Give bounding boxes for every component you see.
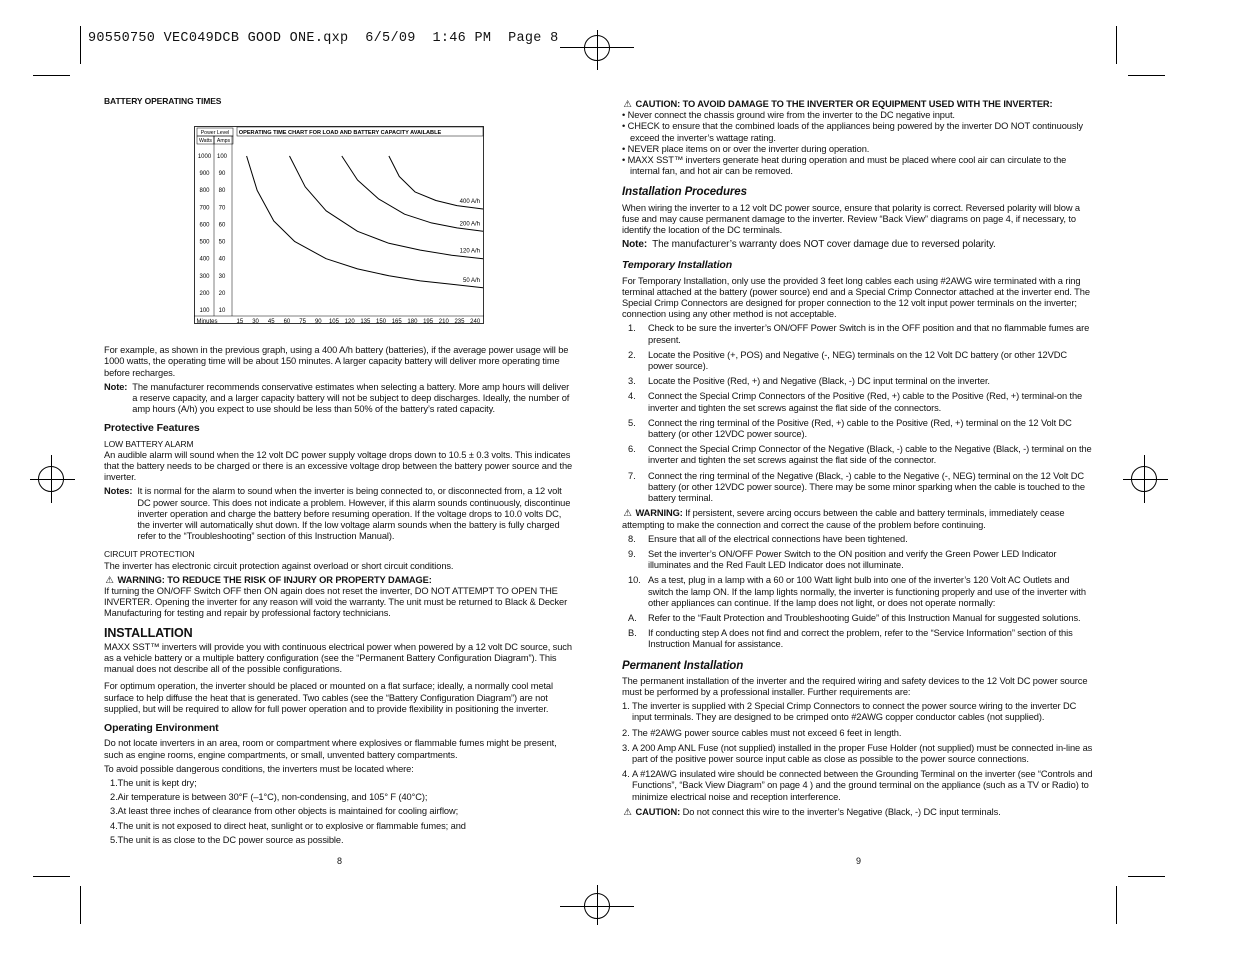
permanent-heading: Permanent Installation (622, 659, 744, 672)
step-text: Locate the Positive (+, POS) and Negative (-, NEG) terminals on the 12 Volt DC battery (or other 12VDC power source). (648, 349, 1067, 372)
step-number: 3. (628, 376, 636, 387)
crop-mark (1128, 876, 1165, 877)
power-level-label: Power Level (200, 130, 230, 136)
series-label: 50 A/h (462, 277, 480, 284)
step-number: 10. (628, 575, 641, 586)
step-text: Connect the ring terminal of the Positive (Red, +) cable to the Positive (Red, +) terminal on the 12 Volt DC battery (or other 12VDC power source). (648, 417, 1072, 440)
series-label: 200 A/h (459, 221, 480, 228)
final-caution-text: Do not connect this wire to the inverter’s Negative (Black, -) DC input terminals. (682, 806, 1001, 817)
notes (104, 486, 574, 542)
print-slug: 90550750 VEC049DCB GOOD ONE.qxp 6/5/09 1:46 PM Page 8 (88, 31, 559, 46)
right-page (622, 99, 1094, 821)
x-tick-label: 60 (283, 319, 291, 324)
list-item (628, 575, 1094, 609)
warning-heading (104, 575, 574, 586)
arc-warning-label: WARNING: (635, 508, 683, 519)
note-text: The manufacturer recommends conservative estimates when selecting a battery. More amp hours will deliver a reserve capacity, and a larger capacity battery will not be subject to deep discharges. Ideally, the number of amp hours (A/h) you expect to use should be less than 50% of the battery’s rated capacity. (132, 381, 570, 415)
list-item (628, 350, 1094, 372)
step-text: Ensure that all of the electrical connections have been tightened. (648, 533, 908, 544)
registration-mark (30, 455, 75, 503)
step-text: Connect the ring terminal of the Negative (Black, -) cable to the Negative (-, NEG) terminal on the 12 Volt DC battery (or other 12VDC power source). There may be some minor sparking when the cable is touched to the battery terminal. (648, 470, 1085, 504)
step-number: 4. (628, 391, 636, 402)
warning-triangle-icon: ⚠ (623, 508, 632, 519)
list-item (622, 743, 1094, 765)
amps-header: Amps (216, 138, 231, 144)
crop-mark (33, 75, 70, 76)
step-number: 2. (622, 727, 630, 738)
step-text: Refer to the “Fault Protection and Troubleshooting Guide” of this Instruction Manual for suggested solutions. (648, 612, 1081, 623)
list-item: 2.Air temperature is between 30°F (–1°C), non-condensing, and 105° F (40°C); (110, 792, 428, 803)
arc-warning (622, 508, 1094, 530)
y-tick-label-watts: 1000 (197, 154, 212, 160)
series-line (342, 156, 483, 231)
note (104, 382, 574, 416)
step-number: A. (628, 612, 637, 623)
caution-heading-text: CAUTION: TO AVOID DAMAGE TO THE INVERTER OR EQUIPMENT USED WITH THE INVERTER: (635, 99, 1053, 109)
x-tick-label: 235 (454, 319, 465, 324)
temporary-paragraph: For Temporary Installation, only use the provided 3 feet long cables each using #2AWG wire terminated with a ring terminal attached at the battery (power source) end and a Special Crimp Connector attached at the inverter end. The Special Crimp Connectors are designed for proper connection to the 12 volt input power terminals on the inverter; connection using any other method is not acceptable. (622, 275, 1090, 320)
warning-triangle-icon: ⚠ (623, 806, 632, 817)
series-line (247, 156, 483, 288)
low-battery-heading: LOW BATTERY ALARM (104, 438, 194, 449)
list-item: 5.The unit is as close to the DC power source as possible. (110, 834, 344, 845)
series-label: 120 A/h (459, 248, 480, 255)
step-number: 9. (628, 548, 636, 559)
list-item (628, 471, 1094, 505)
y-tick-label-amps: 100 (216, 154, 228, 160)
page-number-right: 9 (856, 856, 862, 866)
installation-paragraph-2: For optimum operation, the inverter should be placed or mounted on a flat surface; ideally, a normally cool metal surface to help diffuse the heat that is generated. Two cables (see the “Battery Configuration Diagram”) are not supplied, but will be required to allow for full power operation and to provide flexibility in positioning the inverter. (104, 681, 553, 714)
step-number: 3. (622, 742, 630, 753)
environment-paragraph-1: Do not locate inverters in an area, room or compartment where explosives or flammable fumes might be present, such as engine rooms, engine compartments, or small, unvented battery compartments. (104, 738, 557, 760)
battery-times-title: BATTERY OPERATING TIMES (104, 96, 222, 106)
y-tick-label-watts: 700 (199, 205, 210, 212)
x-tick-label: 45 (267, 319, 275, 324)
y-tick-label-amps: 80 (218, 188, 226, 195)
list-item (628, 444, 1094, 466)
crop-mark (80, 26, 81, 64)
y-tick-label-watts: 300 (199, 273, 210, 280)
operating-time-chart (194, 126, 484, 324)
step-text: Connect the Special Crimp Connectors of the Positive (Red, +) cable to the Positive (Red, +) terminal-on the inverter and tighten the set screws against the flat side of the connectors. (648, 391, 1083, 413)
step-number: 1. (622, 701, 630, 712)
procedures-note (622, 239, 1094, 250)
circuit-heading: CIRCUIT PROTECTION (104, 549, 195, 560)
warning-heading-text: WARNING: TO REDUCE THE RISK OF INJURY OR PROPERTY DAMAGE: (117, 574, 432, 585)
list-item (622, 728, 1094, 739)
step-text: A #12AWG insulated wire should be connected between the Grounding Terminal on the inverter (see “Controls and Functions”, “Back View Diagram” on page 4 ) and the ground terminal on the appliance (such as a TV or Radio) to minimize electrical noise and reception interference. (632, 769, 1093, 802)
x-axis-label: Minutes (196, 319, 218, 324)
y-tick-label-watts: 400 (199, 256, 210, 263)
permanent-steps (622, 701, 1094, 803)
registration-mark (560, 30, 634, 70)
circuit-paragraph: The inverter has electronic circuit protection against overload or short circuit conditions. (104, 560, 454, 571)
y-tick-label-watts: 600 (199, 222, 210, 229)
list-item (622, 769, 1094, 803)
list-item: 3.At least three inches of clearance from other objects is maintained for cooling airflow; (110, 806, 459, 817)
installation-heading: INSTALLATION (104, 625, 193, 640)
step-text: The inverter is supplied with 2 Special Crimp Connectors to connect the power source wiring to the inverter DC input terminals. They are designed to be crimped onto #2AWG copper conductor cables (not supplied). (632, 701, 1077, 723)
y-tick-label-watts: 900 (199, 171, 210, 178)
environment-list (104, 778, 574, 846)
list-item: 1.The unit is kept dry; (110, 777, 197, 788)
y-tick-label-amps: 10 (218, 308, 226, 314)
step-text: Locate the Positive (Red, +) and Negative (Black, -) DC input terminal on the inverter. (648, 376, 990, 387)
warning-paragraph: If turning the ON/OFF Switch OFF then ON again does not reset the inverter, DO NOT ATTEMPT TO OPEN THE INVERTER. Opening the inverter for any reason will void the warranty. The unit must be returned to Black & Decker Manufacturing for testing and repair by professional factory technicians. (104, 586, 568, 619)
procedures-note-text: The manufacturer’s warranty does NOT cover damage due to reversed polarity. (652, 239, 996, 251)
step-number: 1. (628, 323, 636, 334)
page-number-left: 8 (337, 856, 343, 866)
watts-header: Watts (198, 138, 213, 144)
protective-heading: Protective Features (104, 422, 200, 435)
list-item (622, 701, 1094, 723)
step-text: The #2AWG power source cables must not exceed 6 feet in length. (632, 727, 902, 738)
list-item (628, 534, 1094, 545)
list-item (628, 391, 1094, 413)
step-text: A 200 Amp ANL Fuse (not supplied) installed in the proper Fuse Holder (not supplied) must be connected in-line as part of the positive power source input cable as close as possible to the power source connections. (632, 742, 1093, 764)
list-item (628, 549, 1094, 571)
procedures-note-label: Note: (622, 239, 648, 251)
x-tick-label: 105 (328, 319, 339, 324)
series-line (290, 156, 484, 259)
list-item: • NEVER place items on or over the inverter during operation. (622, 143, 870, 154)
chart-title: OPERATING TIME CHART FOR LOAD AND BATTERY CAPACITY AVAILABLE (238, 130, 442, 136)
crop-mark (33, 876, 70, 877)
series-label: 400 A/h (459, 199, 480, 206)
x-tick-label: 75 (299, 319, 306, 324)
step-number: B. (628, 628, 637, 639)
crop-mark (1116, 26, 1117, 64)
low-battery-paragraph: An audible alarm will sound when the 12 volt DC power supply voltage drops down to 10.5 ± 0.3 volts. This indicates that the battery needs to be charged or there is an excessive voltage drop between the battery power source and the inverter. (104, 449, 573, 483)
y-tick-label-watts: 800 (199, 188, 210, 195)
list-item (628, 323, 1094, 345)
list-item (628, 376, 1094, 387)
x-tick-label: 210 (438, 319, 449, 324)
notes-text: It is normal for the alarm to sound when the inverter is being connected to, or disconnected from, a 12 volt DC power source. This does not indicate a problem. However, if this alarm sounds continuously, discontinue inverter operation and charge the battery before resuming operation. If the voltage drops to 10.0 volts DC, the inverter will automatically shut down. If the low voltage alarm sounds when the battery is fully charged refer to the “Troubleshooting” section of this Instruction Manual). (137, 486, 571, 542)
temporary-steps-continued (622, 534, 1094, 651)
list-item (628, 613, 1094, 624)
y-tick-label-amps: 50 (218, 239, 226, 246)
step-text: Set the inverter’s ON/OFF Power Switch to the ON position and verify the Green Power LED Indicator illuminates and the Red Fault LED Indicator does not illuminate. (648, 548, 1057, 571)
x-tick-label: 165 (391, 319, 402, 324)
environment-paragraph-2: To avoid possible dangerous conditions, the inverters must be located where: (104, 763, 414, 774)
x-tick-label: 90 (314, 319, 322, 324)
permanent-paragraph: The permanent installation of the inverter and the required wiring and safety devices to the 12 Volt DC power source must be performed by a professional installer. Further requirements are: (622, 675, 1088, 697)
environment-heading: Operating Environment (104, 722, 219, 735)
list-item (628, 418, 1094, 440)
x-tick-label: 150 (376, 319, 387, 324)
y-tick-label-amps: 20 (218, 290, 226, 297)
caution-list (622, 110, 1094, 177)
registration-mark (1123, 455, 1168, 503)
temporary-steps (622, 323, 1094, 504)
x-tick-label: 30 (252, 319, 259, 324)
list-item: • MAXX SST™ inverters generate heat during operation and must be placed where cool air can circulate to the internal fan, and hot air can be removed. (622, 155, 1067, 177)
final-caution-label: CAUTION: (635, 806, 681, 817)
y-tick-label-amps: 90 (218, 171, 226, 178)
list-item (628, 628, 1094, 650)
procedures-heading: Installation Procedures (622, 186, 747, 199)
chart-marks (198, 154, 483, 324)
step-number: 2. (628, 349, 636, 360)
step-number: 5. (628, 417, 636, 428)
installation-paragraph-1: MAXX SST™ inverters will provide you with continuous electrical power when powered by a 12 volt DC source, such as a vehicle battery or a multiple battery configuration (see the “Permanent Battery Configuration Diagram”). This manual does not describe all of the possible configurations. (104, 641, 572, 675)
y-tick-label-amps: 30 (218, 273, 226, 280)
x-tick-label: 15 (236, 319, 244, 324)
procedures-paragraph: When wiring the inverter to a 12 volt DC power source, ensure that polarity is correct. Reversed polarity will blow a fuse and may cause permanent damage to the inverter. Review “Back View” diagrams on page 4, if necessary, to identify the location of the DC terminals. (622, 202, 1080, 236)
step-text: Check to be sure the inverter’s ON/OFF Power Switch is in the OFF position and that no flammable fumes are present. (648, 323, 1090, 345)
y-tick-label-amps: 40 (218, 256, 226, 263)
y-tick-label-watts: 100 (199, 308, 210, 314)
step-number: 4. (622, 769, 630, 780)
caution-heading (622, 99, 1094, 110)
crop-mark (1128, 75, 1165, 76)
note-label: Note: (104, 381, 128, 392)
registration-mark (560, 885, 634, 925)
x-tick-label: 195 (423, 319, 434, 324)
example-paragraph: For example, as shown in the previous graph, using a 400 A/h battery (batteries), if the average power usage will be 1000 watts, the operating time will be about 150 minutes. A larger capacity battery will deliver more operating time before recharges. (104, 345, 569, 378)
temporary-heading: Temporary Installation (622, 259, 733, 272)
warning-triangle-icon: ⚠ (105, 574, 114, 585)
x-tick-label: 180 (407, 319, 418, 324)
x-tick-label: 240 (470, 319, 481, 324)
list-item: 4.The unit is not exposed to direct heat, sunlight or to explosive or flammable fumes; and (110, 820, 466, 831)
arc-warning-text: If persistent, severe arcing occurs between the cable and battery terminals, immediately cease attempting to make the connection and correct the cause of the problem before continuing. (622, 508, 1065, 530)
warning-triangle-icon: ⚠ (623, 99, 632, 109)
step-number: 6. (628, 444, 636, 455)
step-text: If conducting step A does not find and correct the problem, refer to the “Service Information” section of this Instruction Manual for assistance. (648, 628, 1073, 650)
y-tick-label-amps: 70 (218, 205, 226, 212)
step-number: 8. (628, 533, 636, 544)
y-tick-label-amps: 60 (218, 222, 226, 229)
crop-mark (1116, 886, 1117, 924)
final-caution (622, 807, 1094, 818)
step-number: 7. (628, 470, 636, 481)
list-item: • Never connect the chassis ground wire from the inverter to the DC negative input. (622, 110, 955, 121)
x-tick-label: 120 (344, 319, 355, 324)
x-tick-label: 135 (360, 319, 371, 324)
notes-label: Notes: (104, 486, 133, 497)
crop-mark (80, 886, 81, 924)
y-tick-label-watts: 500 (199, 239, 210, 246)
step-text: As a test, plug in a lamp with a 60 or 100 Watt light bulb into one of the inverter’s 120 Volt AC Outlets and switch the lamp ON. If the lamp lights normally, the inverter is functioning properly and use of the inverter with other appliances can continue. If the lamp does not light, or does not operate normally: (648, 575, 1086, 608)
list-item: • CHECK to ensure that the combined loads of the appliances being powered by the inverter DO NOT continuously exceed the inverter’s wattage rating. (622, 121, 1083, 143)
step-text: Connect the Special Crimp Connector of the Negative (Black, -) cable to the Negative (Black, -) terminal on the inverter and tighten the set screws against the flat side of the connector. (648, 444, 1092, 466)
y-tick-label-watts: 200 (199, 290, 210, 297)
